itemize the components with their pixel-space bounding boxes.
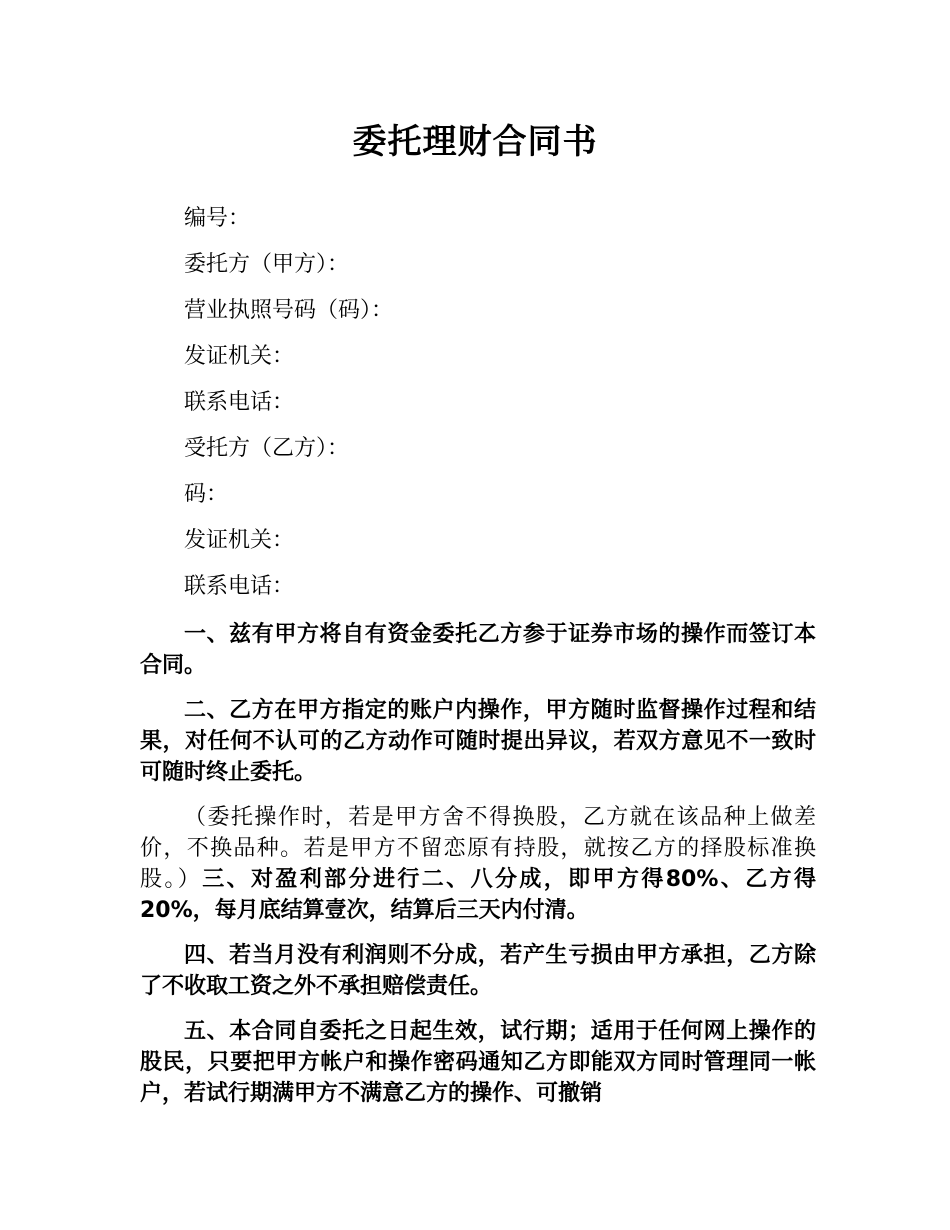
clause-3: 三、对盈利部分进行二、八分成，即甲方得80%、乙方得20%，每月底结算壹次，结算后三天内付清。 [140,867,816,923]
clause-1: 一、兹有甲方将自有资金委托乙方参于证券市场的操作而签订本合同。 [140,622,816,678]
clause-3-paragraph [140,802,816,926]
field-phone-b: 联系电话： [184,574,295,599]
field-issuing-authority-a: 发证机关： [184,344,295,369]
clause-2: 二、乙方在甲方指定的账户内操作，甲方随时监督操作过程和结果，对任何不认可的乙方动作可随时提出异议，若双方意见不一致时可随时终止委托。 [140,698,816,785]
document-title: 委托理财合同书 [352,122,598,162]
field-business-license: 营业执照号码（码）： [184,298,394,323]
field-party-b: 受托方（乙方）： [184,436,350,461]
field-phone-a: 联系电话： [184,390,295,415]
field-party-a: 委托方（甲方）： [184,252,350,277]
field-contract-number: 编号： [184,206,251,231]
field-code-b: 码： [184,482,229,507]
field-issuing-authority-b: 发证机关： [184,528,295,553]
clause-4: 四、若当月没有利润则不分成，若产生亏损由甲方承担，乙方除了不收取工资之外不承担赔偿责任。 [140,943,816,999]
clause-5: 五、本合同自委托之日起生效，试行期；适用于任何网上操作的股民，只要把甲方帐户和操作密码通知乙方即能双方同时管理同一帐户，若试行期满甲方不满意乙方的操作、可撤销 [140,1019,816,1106]
contract-body [140,619,816,1123]
party-info-fields [184,196,824,610]
clause-3-note: （委托操作时，若是甲方舍不得换股，乙方就在该品种上做差价，不换品种。若是甲方不留恋原有持股，就按乙方的择股标准换股。） [140,805,816,892]
